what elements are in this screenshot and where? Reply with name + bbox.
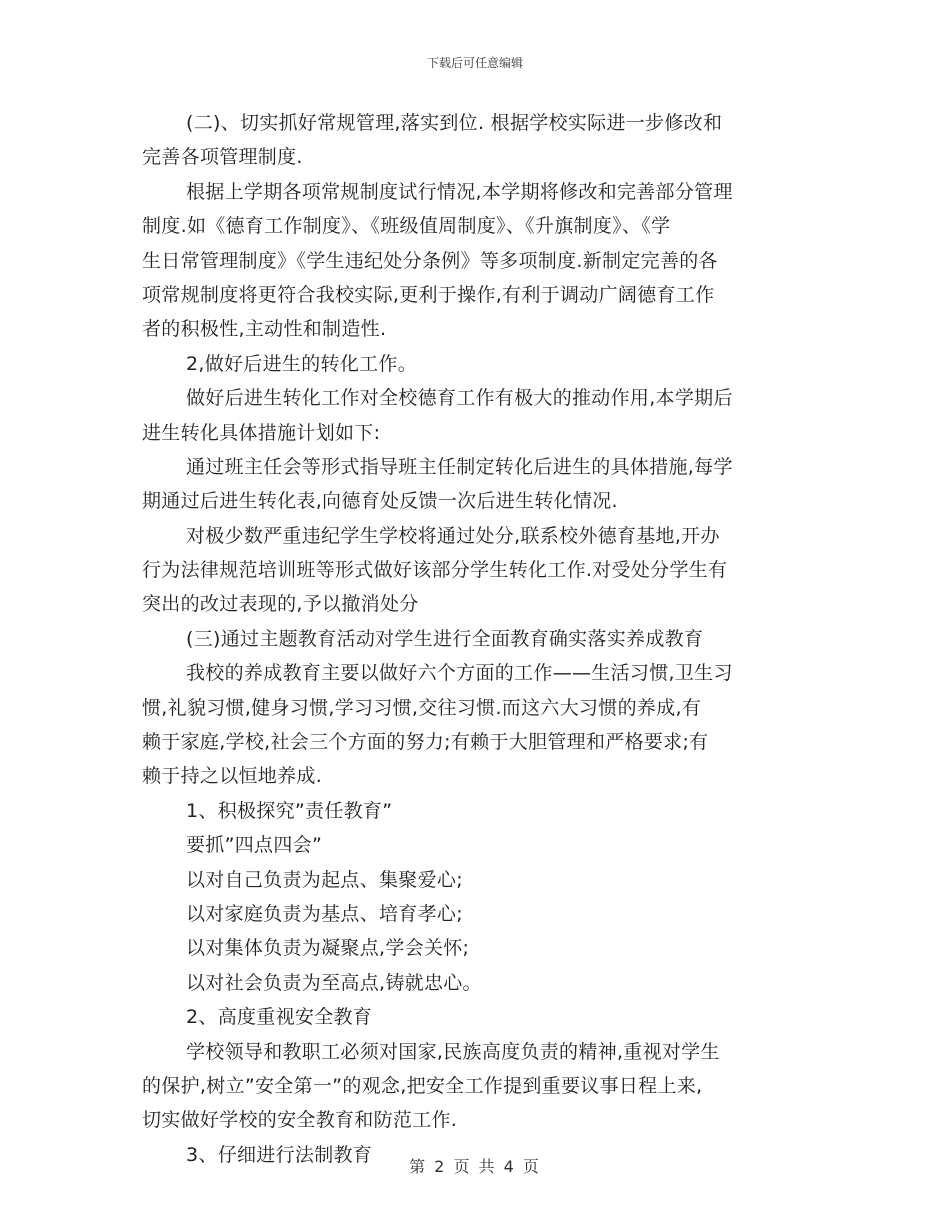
text-line: 期通过后进生转化表,向德育处反馈一次后进生转化情况.	[142, 490, 618, 513]
text-line: 以对集体负责为凝聚点,学会关怀;	[186, 937, 470, 960]
text-line: 以对家庭负责为基点、培育孝心;	[186, 902, 463, 925]
text-line: 对极少数严重违纪学生学校将通过处分,联系校外德育基地,开办	[186, 524, 720, 547]
text-line: 赖于家庭,学校,社会三个方面的努力;有赖于大胆管理和严格要求;有	[142, 731, 709, 754]
text-line: 3、仔细进行法制教育	[186, 1143, 373, 1166]
text-line: 行为法律规范培训班等形式做好该部分学生转化工作.对受处分学生有	[142, 559, 728, 582]
document-body	[142, 106, 812, 1172]
text-line: 要抓”四点四会”	[186, 834, 323, 857]
page-footer: 第 2 页 共 4 页	[409, 1157, 541, 1176]
text-line: 1、积极探究”责任教育”	[186, 799, 393, 822]
text-line: (二)、切实抓好常规管理,落实到位. 根据学校实际进一步修改和	[186, 112, 723, 134]
text-line: 我校的养成教育主要以做好六个方面的工作——生活习惯,卫生习	[186, 662, 733, 685]
text-line: 2、高度重视安全教育	[186, 1006, 373, 1029]
text-line: 进生转化具体措施计划如下:	[142, 421, 381, 444]
text-line: 以对社会负责为至高点,铸就忠心。	[186, 971, 482, 994]
text-line: 项常规制度将更符合我校实际,更利于操作,有利于调动广阔德育工作	[142, 283, 715, 306]
text-line: 惯,礼貌习惯,健身习惯,学习习惯,交往习惯.而这六大习惯的养成,有	[142, 696, 702, 719]
text-line: 突出的改过表现的,予以撤消处分	[142, 593, 419, 616]
text-line: 切实做好学校的安全教育和防范工作.	[142, 1109, 458, 1132]
page-header: 下载后可任意编辑	[426, 56, 523, 70]
text-line: 生日常管理制度》《学生违纪处分条例》等多项制度.新制定完善的各	[142, 249, 718, 272]
text-line: 学校领导和教职工必须对国家,民族高度负责的精神,重视对学生	[186, 1040, 720, 1063]
text-line: 者的积极性,主动性和制造性.	[142, 318, 387, 341]
text-line: 根据上学期各项常规制度试行情况,本学期将修改和完善部分管理	[186, 180, 733, 203]
text-line: 完善各项管理制度.	[142, 146, 303, 169]
text-line: (三)通过主题教育活动对学生进行全面教育确实落实养成教育	[186, 627, 704, 650]
text-line: 的保护,树立”安全第一”的观念,把安全工作提到重要议事日程上来,	[142, 1074, 703, 1097]
text-line: 通过班主任会等形式指导班主任制定转化后进生的具体措施,每学	[186, 455, 733, 478]
text-line: 制度.如《德育工作制度》、《班级值周制度》、《升旗制度》、《学	[142, 215, 671, 238]
text-line: 2,做好后进生的转化工作。	[186, 352, 418, 375]
text-line: 做好后进生转化工作对全校德育工作有极大的推动作用,本学期后	[186, 387, 733, 410]
text-line: 赖于持之以恒地养成.	[142, 765, 323, 788]
text-line: 以对自己负责为起点、集聚爱心;	[186, 868, 463, 891]
